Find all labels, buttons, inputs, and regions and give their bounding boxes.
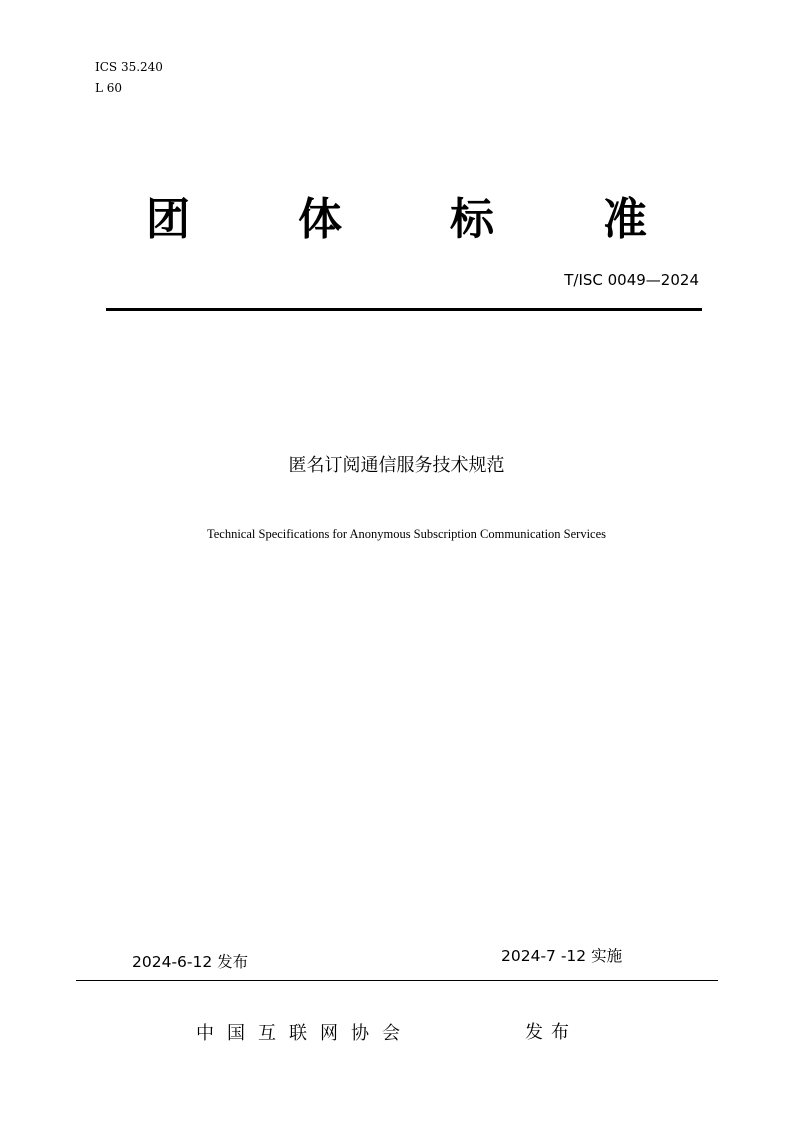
- issued-label: 发布: [525, 1022, 577, 1043]
- standard-number: T/ISC 0049—2024: [564, 271, 699, 289]
- ics-code: ICS 35.240: [95, 60, 163, 74]
- standard-type-char-2: 体: [298, 194, 342, 245]
- publish-date: 2024-6-12 发布: [132, 953, 249, 971]
- standard-type-char-4: 准: [603, 194, 647, 245]
- issuing-organization: 中国互联网协会: [196, 1023, 413, 1044]
- standard-type-char-3: 标: [450, 194, 494, 245]
- bottom-divider: [76, 980, 718, 981]
- top-divider: [106, 308, 702, 311]
- implement-date: 2024-7 -12 实施: [501, 947, 623, 965]
- title-english: Technical Specifications for Anonymous Subscription Communication Services: [206, 527, 607, 541]
- ccs-code: L 60: [95, 81, 123, 95]
- title-chinese: 匿名订阅通信服务技术规范: [288, 455, 505, 476]
- standard-type-char-1: 团: [146, 194, 190, 245]
